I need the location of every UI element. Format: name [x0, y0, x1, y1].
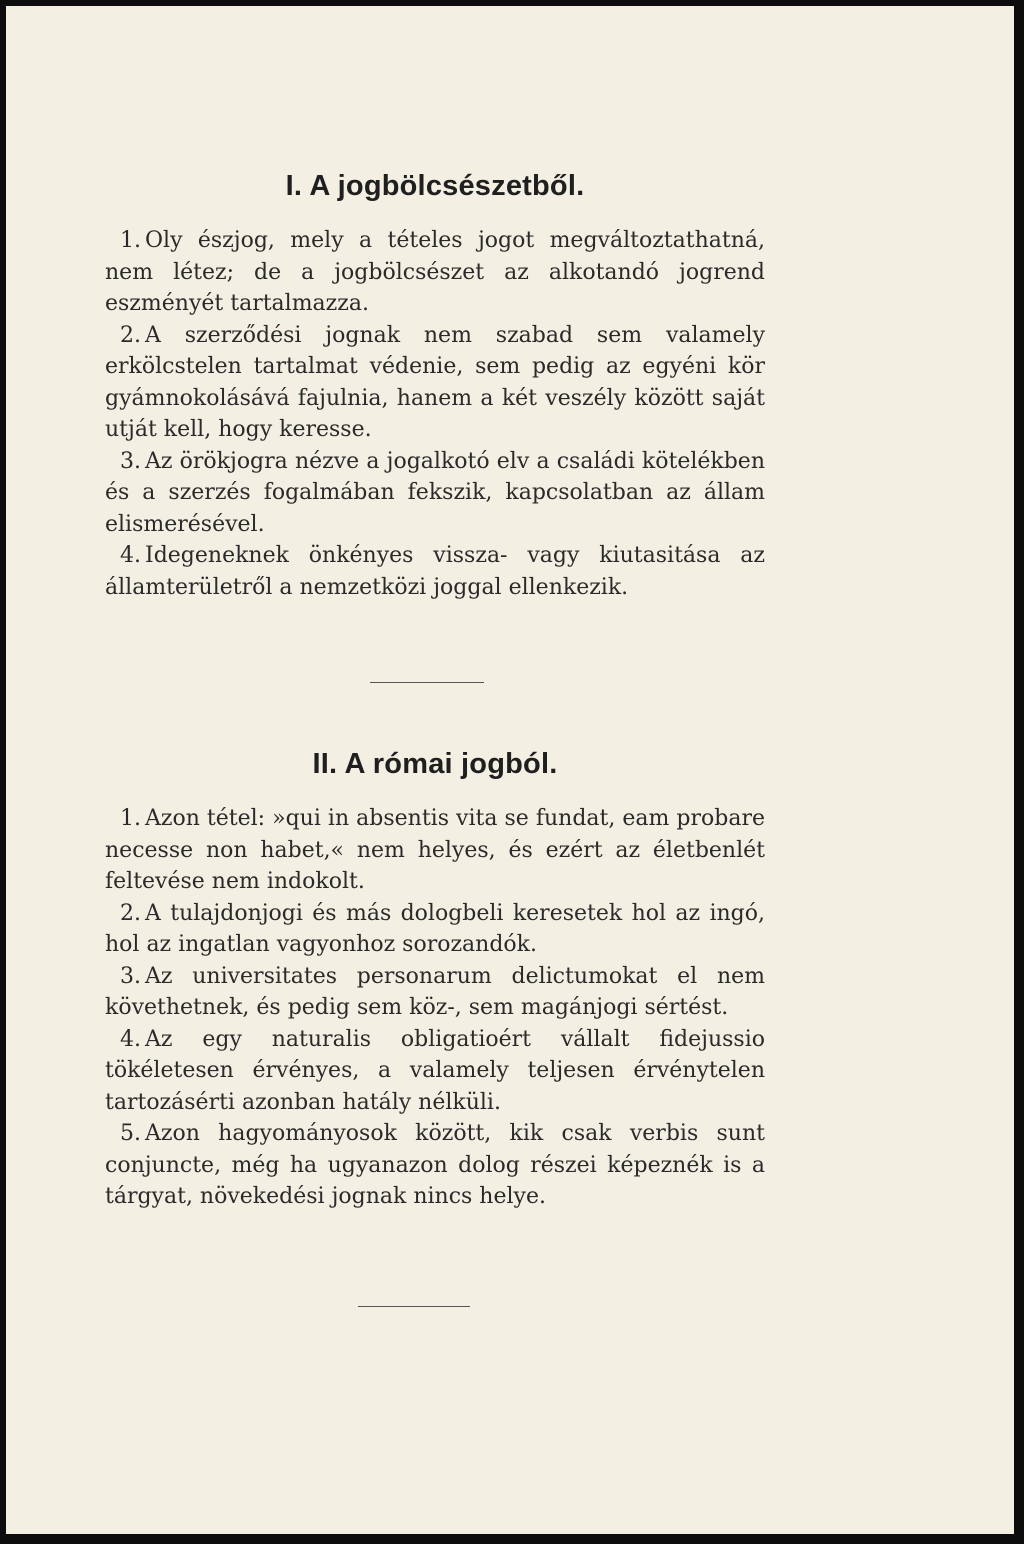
thesis-text: Azon tétel: »qui in absentis vita se fundat, eam probare necesse non habet,« nem helyes, és ezért az életbenlét feltevése nem indokolt. [105, 806, 765, 894]
thesis-number: 1. [120, 228, 141, 253]
thesis-paragraph [105, 1118, 765, 1213]
thesis-paragraph [105, 1024, 765, 1119]
thesis-paragraph [105, 320, 765, 446]
section-divider [358, 1306, 470, 1307]
thesis-number: 5. [120, 1121, 141, 1146]
thesis-number: 1. [120, 806, 141, 831]
thesis-number: 3. [120, 448, 141, 474]
thesis-paragraph [105, 225, 765, 320]
section-heading: I. A jogbölcsészetből. [285, 170, 585, 202]
thesis-number: 3. [120, 963, 141, 989]
thesis-number: 2. [120, 900, 141, 926]
section-heading: II. A római jogból. [312, 748, 558, 780]
thesis-text: Oly észjog, mely a tételes jogot megváltoztathatná, nem létez; de a jogbölcsészet az alkotandó jogrend eszményét tartalmazza. [105, 228, 765, 316]
thesis-paragraph [105, 446, 765, 541]
thesis-paragraph [105, 803, 765, 898]
thesis-text: Azon hagyományosok között, kik csak verbis sunt conjuncte, még ha ugyanazon dolog részei képeznék is a tárgyat, növekedési jognak nincs helye. [105, 1121, 765, 1209]
thesis-number: 4. [120, 543, 141, 568]
document-page [6, 6, 1014, 1534]
thesis-paragraph [105, 540, 765, 603]
section-jogbolcseszet [105, 170, 765, 603]
thesis-text: Az egy naturalis obligatioért vállalt fidejussio tökéletesen érvényes, a valamely teljesen érvénytelen tartozásérti azonban hatály nélküli. [105, 1026, 765, 1115]
thesis-text: A tulajdonjogi és más dologbeli keresetek hol az ingó, hol az ingatlan vagyonhoz sorozandók. [105, 900, 765, 957]
thesis-paragraph [105, 898, 765, 961]
thesis-text: Az universitates personarum delictumokat el nem követhetnek, és pedig sem köz-, sem magánjogi sértést. [105, 963, 765, 1020]
section-romai-jog [105, 748, 765, 1213]
thesis-number: 4. [120, 1026, 141, 1052]
thesis-paragraph [105, 961, 765, 1024]
thesis-text: Idegeneknek önkényes vissza- vagy kiutasitása az államterületről a nemzetközi joggal ellenkezik. [105, 543, 765, 600]
thesis-text: A szerződési jognak nem szabad sem valamely erkölcstelen tartalmat védenie, sem pedig az egyéni kör gyámnokolásává fajulnia, hanem a két veszély között saját utját kell, hogy keresse. [105, 322, 765, 442]
thesis-text: Az örökjogra nézve a jogalkotó elv a családi kötelékben és a szerzés fogalmában fekszik, kapcsolatban az állam elismerésével. [105, 448, 765, 537]
section-divider [370, 682, 484, 683]
thesis-number: 2. [120, 322, 141, 348]
